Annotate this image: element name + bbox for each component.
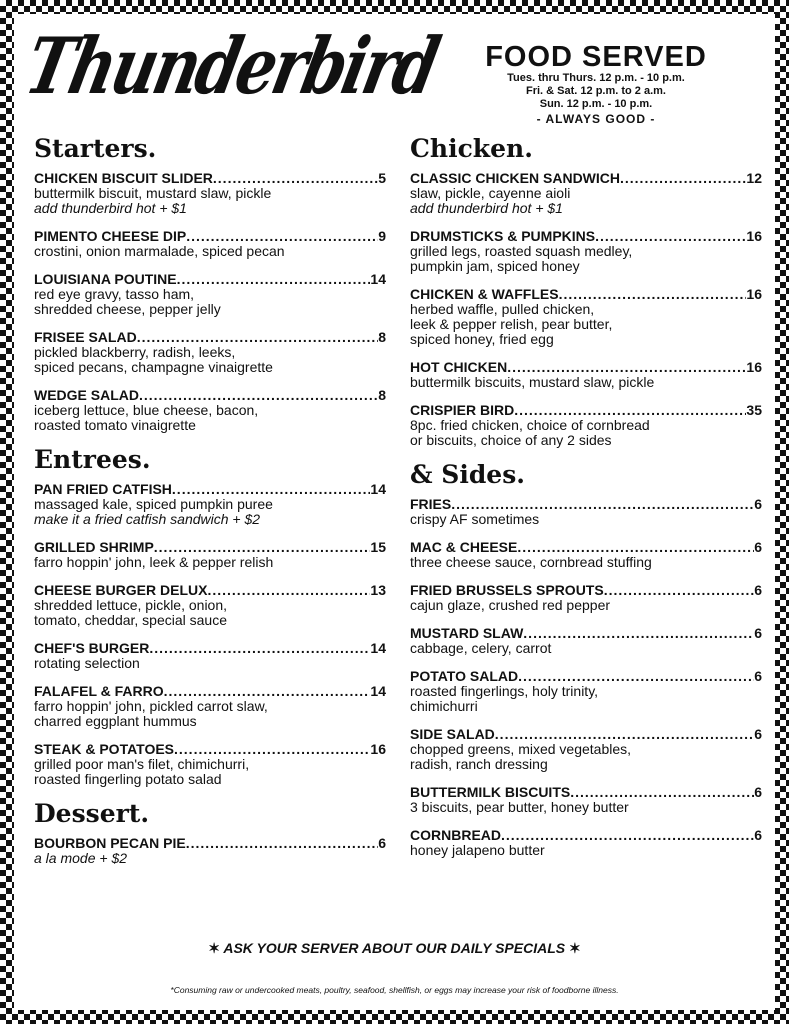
menu-item-header — [410, 170, 762, 186]
menu-item — [34, 387, 386, 433]
menu-item — [410, 402, 762, 448]
menu-item — [34, 683, 386, 729]
dot-leader — [620, 170, 746, 186]
description-line: grilled legs, roasted squash medley, — [410, 243, 633, 259]
menu-item — [34, 582, 386, 628]
menu-item-header — [410, 539, 762, 555]
description-line: tomato, cheddar, special sauce — [34, 612, 228, 628]
description-line: cajun glaze, crushed red pepper — [410, 597, 611, 613]
menu-item — [34, 539, 386, 570]
menu-item — [410, 359, 762, 390]
item-price: 16 — [370, 741, 386, 757]
item-price: 6 — [754, 784, 762, 800]
menu-item-header — [34, 271, 386, 287]
item-description — [34, 851, 386, 866]
description-line: roasted fingerlings, holy trinity, — [410, 683, 599, 699]
item-description — [410, 186, 762, 216]
menu-item — [34, 170, 386, 216]
menu-item-header — [410, 402, 762, 418]
left-column — [34, 134, 386, 878]
item-description — [34, 497, 386, 527]
item-price: 14 — [370, 683, 386, 699]
item-addon: add thunderbird hot + $1 — [34, 200, 187, 216]
menu-item — [34, 481, 386, 527]
section-title: Dessert. — [34, 799, 150, 828]
description-line: iceberg lettuce, blue cheese, bacon, — [34, 402, 259, 418]
menu-item-header — [34, 582, 386, 598]
description-line: pickled blackberry, radish, leeks, — [34, 344, 236, 360]
description-line: shredded cheese, pepper jelly — [34, 301, 221, 317]
dot-leader — [507, 359, 746, 375]
item-description — [34, 598, 386, 628]
menu-item-header — [34, 741, 386, 757]
menu-item-header — [410, 286, 762, 302]
disclaimer: *Consuming raw or undercooked meats, poultry, seafood, shellfish, or eggs may increase your risk of foodborne illness. — [170, 985, 619, 995]
hours-line: Fri. & Sat. 12 p.m. to 2 a.m. — [526, 85, 666, 97]
menu-item-header — [34, 329, 386, 345]
item-description — [410, 641, 762, 656]
description-line: 3 biscuits, pear butter, honey butter — [410, 799, 629, 815]
menu-item — [34, 640, 386, 671]
item-name: FRISEE SALAD — [34, 329, 137, 345]
item-price: 5 — [378, 170, 386, 186]
item-price: 13 — [370, 582, 386, 598]
menu-item-header — [410, 359, 762, 375]
menu-item — [410, 228, 762, 274]
menu-section — [410, 460, 762, 858]
star-icon: ✶ — [569, 940, 581, 956]
item-description — [34, 403, 386, 433]
item-price: 6 — [754, 668, 762, 684]
logo: Thunderbird — [18, 20, 445, 112]
item-price: 35 — [746, 402, 762, 418]
description-line: farro hoppin' john, leek & pepper relish — [34, 554, 274, 570]
item-name: BOURBON PECAN PIE — [34, 835, 186, 851]
description-line: massaged kale, spiced pumpkin puree — [34, 496, 273, 512]
menu-item-header — [34, 539, 386, 555]
description-line: roasted tomato vinaigrette — [34, 417, 196, 433]
hours-line: Tues. thru Thurs. 12 p.m. - 10 p.m. — [507, 72, 685, 84]
description-line: spiced honey, fried egg — [410, 331, 554, 347]
item-price: 16 — [746, 286, 762, 302]
dot-leader — [149, 640, 370, 656]
dot-leader — [213, 170, 378, 186]
item-description — [34, 555, 386, 570]
menu-item — [34, 741, 386, 787]
item-price: 14 — [370, 640, 386, 656]
item-price: 14 — [370, 481, 386, 497]
item-description — [410, 512, 762, 527]
item-price: 16 — [746, 228, 762, 244]
menu-item — [410, 582, 762, 613]
dot-leader — [604, 582, 755, 598]
section-title: Chicken. — [410, 134, 533, 163]
menu-item-header — [34, 683, 386, 699]
item-description — [410, 742, 762, 772]
description-line: buttermilk biscuit, mustard slaw, pickle — [34, 185, 272, 201]
description-line: rotating selection — [34, 655, 140, 671]
menu-page — [14, 14, 775, 1010]
dot-leader — [207, 582, 370, 598]
menu-item-header — [34, 387, 386, 403]
menu-item — [34, 835, 386, 866]
dot-leader — [495, 726, 754, 742]
item-price: 6 — [754, 539, 762, 555]
hours-block — [456, 42, 736, 127]
item-description — [34, 287, 386, 317]
description-line: farro hoppin' john, pickled carrot slaw, — [34, 698, 268, 714]
dot-leader — [518, 668, 754, 684]
item-price: 15 — [370, 539, 386, 555]
item-description — [34, 656, 386, 671]
item-name: MAC & CHEESE — [410, 539, 518, 555]
item-name: CHICKEN & WAFFLES — [410, 286, 559, 302]
description-line: chopped greens, mixed vegetables, — [410, 741, 632, 757]
item-name: PIMENTO CHEESE DIP — [34, 228, 187, 244]
hours-tagline: - ALWAYS GOOD - — [536, 112, 656, 126]
item-name: WEDGE SALAD — [34, 387, 139, 403]
description-line: slaw, pickle, cayenne aioli — [410, 185, 571, 201]
dot-leader — [523, 625, 754, 641]
item-name: CHEESE BURGER DELUX — [34, 582, 208, 598]
item-name: BUTTERMILK BISCUITS — [410, 784, 571, 800]
menu-item-header — [410, 668, 762, 684]
description-line: crostini, onion marmalade, spiced pecan — [34, 243, 285, 259]
menu-item-header — [34, 835, 386, 851]
description-line: honey jalapeno butter — [410, 842, 545, 858]
item-name: POTATO SALAD — [410, 668, 519, 684]
menu-section — [410, 134, 762, 448]
description-line: shredded lettuce, pickle, onion, — [34, 597, 228, 613]
item-name: FRIES — [410, 496, 452, 512]
item-addon: a la mode + $2 — [34, 850, 128, 866]
item-description — [410, 555, 762, 570]
right-column — [410, 134, 762, 870]
menu-item — [410, 827, 762, 858]
dot-leader — [164, 683, 371, 699]
dot-leader — [177, 271, 371, 287]
dot-leader — [517, 539, 754, 555]
item-name: FALAFEL & FARRO — [34, 683, 164, 699]
description-line: grilled poor man's filet, chimichurri, — [34, 756, 250, 772]
item-price: 8 — [378, 329, 386, 345]
item-name: FRIED BRUSSELS SPROUTS — [410, 582, 604, 598]
item-name: CHICKEN BISCUIT SLIDER — [34, 170, 213, 186]
menu-item-header — [410, 496, 762, 512]
dot-leader — [186, 228, 378, 244]
menu-item — [410, 539, 762, 570]
item-description — [410, 418, 762, 448]
specials-note — [14, 940, 775, 957]
item-price: 6 — [754, 726, 762, 742]
hours-line: Sun. 12 p.m. - 10 p.m. — [539, 98, 653, 110]
item-name: MUSTARD SLAW — [410, 625, 524, 641]
description-line: chimichurri — [410, 698, 478, 714]
dot-leader — [174, 741, 370, 757]
item-description — [34, 186, 386, 216]
menu-item — [410, 496, 762, 527]
description-line: red eye gravy, tasso ham, — [34, 286, 195, 302]
menu-item-header — [410, 827, 762, 843]
item-name: DRUMSTICKS & PUMPKINS — [410, 228, 596, 244]
description-line: buttermilk biscuits, mustard slaw, pickle — [410, 374, 655, 390]
dot-leader — [570, 784, 754, 800]
item-description — [34, 699, 386, 729]
description-line: spiced pecans, champagne vinaigrette — [34, 359, 273, 375]
item-name: CORNBREAD — [410, 827, 501, 843]
menu-item-header — [410, 582, 762, 598]
description-line: radish, ranch dressing — [410, 756, 548, 772]
item-price: 6 — [378, 835, 386, 851]
dot-leader — [139, 387, 378, 403]
item-price: 6 — [754, 827, 762, 843]
dot-leader — [172, 481, 371, 497]
menu-item-header — [34, 170, 386, 186]
hours-title: FOOD SERVED — [485, 41, 707, 73]
item-name: PAN FRIED CATFISH — [34, 481, 172, 497]
dot-leader — [137, 329, 379, 345]
item-price: 12 — [746, 170, 762, 186]
menu-item — [34, 329, 386, 375]
item-description — [34, 757, 386, 787]
menu-item — [410, 784, 762, 815]
menu-item-header — [34, 481, 386, 497]
menu-item — [410, 286, 762, 347]
item-description — [34, 345, 386, 375]
menu-item — [410, 170, 762, 216]
description-line: or biscuits, choice of any 2 sides — [410, 432, 612, 448]
menu-item-header — [410, 726, 762, 742]
item-name: CRISPIER BIRD — [410, 402, 515, 418]
item-description — [410, 598, 762, 613]
description-line: charred eggplant hummus — [34, 713, 197, 729]
item-description — [410, 843, 762, 858]
menu-item — [34, 228, 386, 259]
section-title: Starters. — [34, 134, 157, 163]
dot-leader — [501, 827, 754, 843]
dot-leader — [595, 228, 746, 244]
item-name: HOT CHICKEN — [410, 359, 508, 375]
menu-section — [34, 134, 386, 433]
description-line: herbed waffle, pulled chicken, — [410, 301, 595, 317]
description-line: three cheese sauce, cornbread stuffing — [410, 554, 652, 570]
item-description — [410, 302, 762, 347]
item-name: LOUISIANA POUTINE — [34, 271, 177, 287]
item-description — [410, 375, 762, 390]
description-line: crispy AF sometimes — [410, 511, 540, 527]
item-price: 6 — [754, 582, 762, 598]
item-name: GRILLED SHRIMP — [34, 539, 154, 555]
dot-leader — [154, 539, 371, 555]
specials-text: ASK YOUR SERVER ABOUT OUR DAILY SPECIALS — [223, 940, 566, 956]
menu-section — [34, 445, 386, 787]
item-addon: add thunderbird hot + $1 — [410, 200, 563, 216]
dot-leader — [559, 286, 747, 302]
dot-leader — [514, 402, 746, 418]
dot-leader — [451, 496, 754, 512]
item-price: 14 — [370, 271, 386, 287]
item-price: 9 — [378, 228, 386, 244]
menu-item-header — [410, 784, 762, 800]
menu-section — [34, 799, 386, 866]
item-addon: make it a fried catfish sandwich + $2 — [34, 511, 261, 527]
section-title: Entrees. — [34, 445, 151, 474]
item-description — [410, 244, 762, 274]
item-name: CHEF'S BURGER — [34, 640, 150, 656]
menu-item-header — [410, 228, 762, 244]
description-line: 8pc. fried chicken, choice of cornbread — [410, 417, 650, 433]
section-title: & Sides. — [410, 460, 525, 489]
menu-item — [410, 726, 762, 772]
description-line: leek & pepper relish, pear butter, — [410, 316, 613, 332]
description-line: cabbage, celery, carrot — [410, 640, 552, 656]
item-name: CLASSIC CHICKEN SANDWICH — [410, 170, 620, 186]
item-price: 6 — [754, 625, 762, 641]
menu-item-header — [34, 640, 386, 656]
star-icon: ✶ — [208, 940, 220, 956]
item-price: 8 — [378, 387, 386, 403]
item-name: STEAK & POTATOES — [34, 741, 175, 757]
dot-leader — [186, 835, 379, 851]
menu-item — [410, 668, 762, 714]
menu-item-header — [410, 625, 762, 641]
item-description — [410, 800, 762, 815]
menu-item-header — [34, 228, 386, 244]
item-name: SIDE SALAD — [410, 726, 495, 742]
menu-item — [34, 271, 386, 317]
item-price: 16 — [746, 359, 762, 375]
description-line: pumpkin jam, spiced honey — [410, 258, 580, 274]
menu-item — [410, 625, 762, 656]
description-line: roasted fingerling potato salad — [34, 771, 222, 787]
item-description — [34, 244, 386, 259]
item-description — [410, 684, 762, 714]
item-price: 6 — [754, 496, 762, 512]
